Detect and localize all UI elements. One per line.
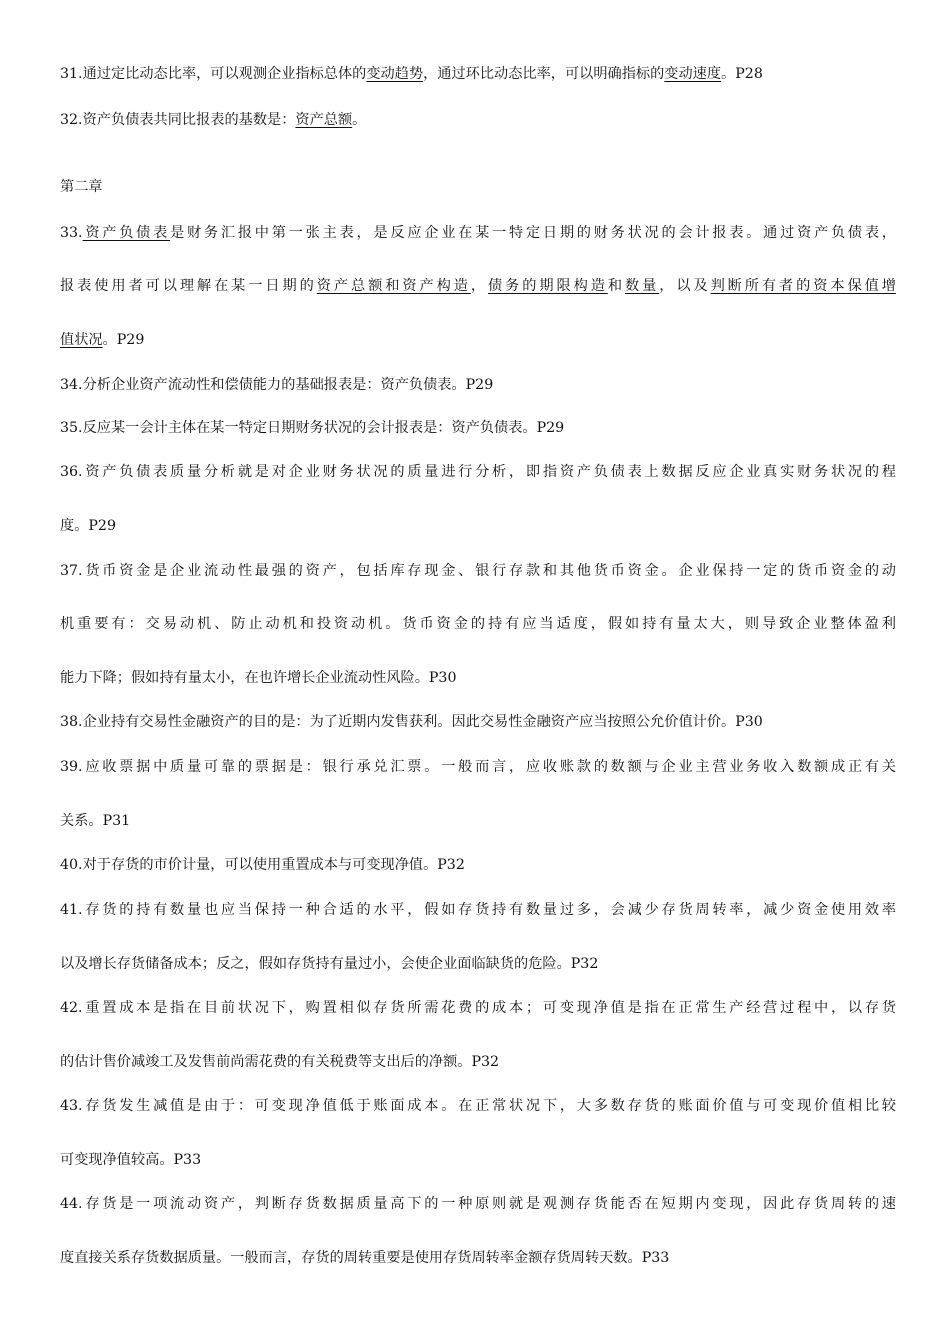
item-31-line-1 bbox=[60, 64, 896, 84]
item-37-line-1: 37.货币资金是企业流动性最强的资产，包括库存现金、银行存款和其他货币资金。企业保持一定的货币资金的动 bbox=[60, 563, 896, 579]
item-44-line-1: 44.存货是一项流动资产，判断存货数据质量高下的一种原则就是观测存货能否在短期内变现，因此存货周转的速 bbox=[60, 1196, 896, 1212]
text-run: 。P29 bbox=[102, 332, 145, 348]
item-34: 34.分析企业资产流动性和偿债能力的基础报表是：资产负债表。P29 bbox=[60, 377, 494, 393]
underlined-term: 债务的期限构造 bbox=[487, 278, 608, 294]
text-run: ，通过环比动态比率，可以明确指标的 bbox=[423, 66, 665, 82]
item-36-line-1: 36.资产负债表质量分析就是对企业财务状况的质量进行分析，即指资产负债表上数据反应企业真实财务状况的程 bbox=[60, 464, 896, 480]
item-44-line-2: 度直接关系存货数据质量。一般而言，存货的周转重要是使用存货周转率金额存货周转天数。P33 bbox=[60, 1250, 670, 1266]
text-run: 是财务汇报中第一张主表，是反应企业在某一特定日期的财务状况的会计报表。通过资产负债表， bbox=[170, 225, 896, 241]
item-33-line-2 bbox=[60, 276, 896, 296]
item-37-line-3: 能力下降；假如持有量太小，在也许增长企业流动性风险。P30 bbox=[60, 670, 457, 686]
item-35: 35.反应某一会计主体在某一特定日期财务状况的会计报表是：资产负债表。P29 bbox=[60, 420, 565, 436]
item-37-line-2: 机重要有：交易动机、防止动机和投资动机。货币资金的持有应当适度，假如持有量太大，则导致企业整体盈利 bbox=[60, 616, 896, 632]
item-42-line-1: 42.重置成本是指在目前状况下，购置相似存货所需花费的成本；可变现净值是指在正常生产经营过程中，以存货 bbox=[60, 1000, 896, 1016]
underlined-term: 变动速度 bbox=[664, 66, 722, 82]
item-38: 38.企业持有交易性金融资产的目的是：为了近期内发售获利。因此交易性金融资产应当按照公允价值计价。P30 bbox=[60, 714, 763, 730]
underlined-term: 判断所有者的资本保值增 bbox=[710, 278, 896, 294]
text-run: ， bbox=[470, 278, 488, 294]
underlined-term: 资产负债表 bbox=[82, 225, 171, 241]
item-39-line-2: 关系。P31 bbox=[60, 813, 131, 829]
item-36-line-2: 度。P29 bbox=[60, 518, 116, 534]
item-43-line-1: 43.存货发生减值是由于：可变现净值低于账面成本。在正常状况下，大多数存货的账面价值与可变现价值相比较 bbox=[60, 1098, 896, 1114]
underlined-term: 变动趋势 bbox=[366, 66, 424, 82]
item-41-line-2: 以及增长存货储备成本；反之，假如存货持有量过小，会使企业面临缺货的危险。P32 bbox=[60, 956, 599, 972]
text-run: ，以及 bbox=[659, 278, 711, 294]
chapter-heading: 第二章 bbox=[60, 179, 103, 195]
item-42-line-2: 的估计售价减竣工及发售前尚需花费的有关税费等支出后的净额。P32 bbox=[60, 1054, 500, 1070]
item-43-line-2: 可变现净值较高。P33 bbox=[60, 1152, 202, 1168]
text-run: 报表使用者可以理解在某一日期的 bbox=[60, 278, 317, 294]
text-run: 31.通过定比动态比率，可以观测企业指标总体的 bbox=[60, 66, 367, 82]
text-run: 和 bbox=[607, 278, 625, 294]
text-run: 33. bbox=[60, 225, 83, 241]
underlined-term: 值状况 bbox=[60, 332, 103, 348]
text-run: 。P28 bbox=[721, 66, 763, 82]
item-40: 40.对于存货的市价计量，可以使用重置成本与可变现净值。P32 bbox=[60, 857, 465, 873]
underlined-term: 资产总额和资产构造 bbox=[316, 278, 471, 294]
text-run: 32.资产负债表共同比报表的基数是： bbox=[60, 112, 296, 128]
item-33-line-3 bbox=[60, 330, 896, 350]
underlined-term: 资产总额 bbox=[295, 112, 353, 128]
underlined-term: 数量 bbox=[624, 278, 660, 294]
item-32-line-1 bbox=[60, 110, 896, 130]
text-run: 。 bbox=[352, 112, 367, 128]
item-33-line-1 bbox=[60, 223, 896, 243]
item-39-line-1: 39.应收票据中质量可靠的票据是：银行承兑汇票。一般而言，应收账款的数额与企业主营业务收入数额成正有关 bbox=[60, 759, 896, 775]
item-41-line-1: 41.存货的持有数量也应当保持一种合适的水平，假如存货持有数量过多，会减少存货周转率，减少资金使用效率 bbox=[60, 902, 896, 918]
